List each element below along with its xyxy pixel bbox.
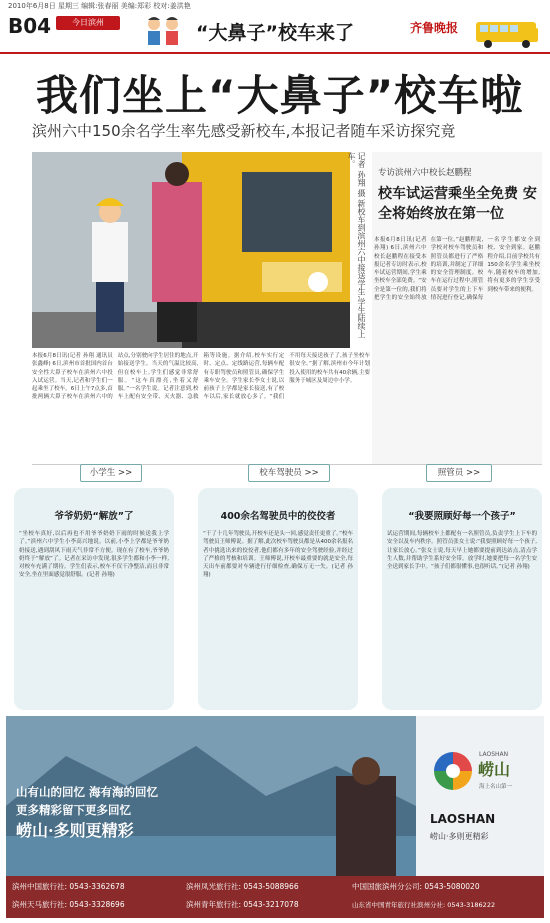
ad-logo-cn: 崂山 — [478, 760, 511, 779]
headline: 我们坐上“大鼻子”校车啦 — [36, 71, 524, 120]
card-body-student: “坐校车真好,以后再也不用爷爷奶奶下雨的时候送我上学了。”滨州六中学生小李高兴地说。以前,小李上学都是爷爷奶奶接送,遇到刮风下雨天气非常不方便。现在有了校车,爷爷奶奶终于“解放”了。记者在采访中发现,很多学生都和小李一样,对校车充满了期待。学生们表示,校车不仅干净整洁,而且非常安全,坐在里面感觉很舒服。(记者 孙翔) — [19, 531, 169, 579]
card-tag-student: 小学生 >> — [80, 464, 142, 482]
card-body-driver: “干了十几年驾驶员,开校车还是头一回,感觉责任更重了。”校车驾驶员王师傅说。据了解,此次校车驾驶员都是从400余名报名者中挑选出来的佼佼者,他们都有多年的安全驾驶经验,并经过了严格的考核和培训。王师傅说,开校车最重要的就是安全,每天出车前都要对车辆进行仔细检查,确保万无一失。(记者 孙翔) — [203, 531, 353, 579]
ad-slogan-line1: 山有山的回忆 海有海的回忆 — [16, 785, 159, 799]
sidebar-kicker: 专访滨州六中校长赵鹏程 — [378, 168, 472, 178]
agency-item: 山东省中国青年旅行社滨州分社: 0543-3186222 — [352, 901, 496, 909]
header-rule — [0, 52, 550, 54]
card-title-monitor: “我要照顾好每一个孩子” — [408, 511, 516, 522]
agency-item: 滨州中国旅行社: 0543-3362678 — [12, 882, 125, 891]
sidebar-title: 校车试运营乘坐全免费 安全将始终放在第一位 — [378, 186, 537, 222]
sidebar-body: 本报6月8日讯(记者 孙翔) 6日,滨州六中校长赵鹏程在接受本报记者专访时表示,校车试运营期间,学生乘坐校车全部免费。“安全是第一位的,我们将把学生的安全始终放在第一位。”赵鹏程说,学校对校车驾驶员和照管员都进行了严格的培训,并制定了详细的安全管理制度。校车在运行过程中,照管员要对学生的上下车情况进行登记,确保每一名学生都安全到校、安全到家。赵鹏程介绍,目前学校共有150余名学生乘坐校车,随着校车的增加,将有更多的学生享受到校车带来的便利。 — [374, 237, 540, 302]
subheadline: 滨州六中150余名学生率先感受新校车,本报记者随车采访探究竟 — [32, 122, 456, 140]
laoshan-logo-icon — [430, 748, 476, 794]
ad-logo-tagline: 海上名山第一 — [479, 784, 513, 790]
page-number: B04 — [8, 14, 52, 38]
ad-logo-en: LAOSHAN — [479, 751, 509, 758]
card-tag-driver: 校车驾驶员 >> — [248, 464, 330, 482]
card-tag-monitor: 照管员 >> — [426, 464, 492, 482]
ad-brand-line: 崂山·多则更精彩 — [16, 821, 134, 840]
article-body: 本报6月8日讯(记者 孙翔 通讯员 张鑫峰) 6日,滨州市首批国内首台安全性大鼻子校车在滨州六中投入试运营。当天,记者和学生们一起乘坐了校车。6日上午7点多,首批两辆大鼻子校车在滨州六中的站点,分别驶向学生居住的地点,开始接送学生。当天的气温比较高,但在校车上,学生们感觉非常舒服。“这车真漂亮,坐着又舒服。”一名学生说。记者注意到,校车上配有安全带、灭火器、急救箱等设施。据介绍,校车实行定时、定点、定线路运营,每辆车配有专职驾驶员和照管员,确保学生乘车安全。学生家长李女士说,以前孩子上学都是家长接送,有了校车以后,家长就放心多了。“我们不用每天接送孩子了,孩子坐校车很安全。”据了解,滨州市今年计划投入使用的校车共有40余辆,主要服务于城区及周边中小学。 — [32, 353, 370, 401]
banner-title: “大鼻子”校车来了 — [196, 22, 354, 44]
children-illustration — [140, 14, 188, 50]
agency-item: 滨州青年旅行社: 0543-3217078 — [186, 900, 299, 909]
card-title-driver: 400余名驾驶员中的佼佼者 — [220, 511, 336, 522]
newspaper-logo: 齐鲁晚报 — [410, 21, 459, 35]
ad-name-en: LAOSHAN — [430, 812, 496, 826]
card-title-student: 爷爷奶奶“解放”了 — [54, 511, 134, 522]
date-line: 2010年6月8日 星期三 编辑:张春丽 美编:郑彩 校对:姜洪艳 — [8, 2, 191, 10]
card-body-monitor: 试运营期间,每辆校车上都配有一名照管员,负责学生上下车的安全以及车内秩序。照管员张女士说:“我要照顾好每一个孩子,让家长放心。”张女士说,每天早上她都要提前到达站点,清点学生人数,并帮助学生系好安全带。放学时,她要把每一名学生安全送到家长手中。“孩子们都很懂事,也很听话。”(记者 孙翔) — [387, 531, 537, 571]
ad-slogan-right: 崂山·多则更精彩 — [430, 832, 489, 841]
photo-caption: 记者 孙翔 摄 新校车到滨州六中接送学生,学生陆续上车。 — [347, 152, 366, 339]
agency-item: 滨州凤光旅行社: 0543-5088966 — [186, 882, 299, 891]
school-bus-icon — [474, 18, 542, 50]
agency-item: 滨州天马旅行社: 0543-3328696 — [12, 900, 125, 909]
ad-slogan-line2: 更多精彩留下更多回忆 — [16, 803, 131, 817]
main-photo — [32, 152, 350, 348]
section-tab: 今日滨州 — [56, 16, 120, 30]
agency-item: 中国国旅滨州分公司: 0543-5080020 — [352, 882, 480, 891]
